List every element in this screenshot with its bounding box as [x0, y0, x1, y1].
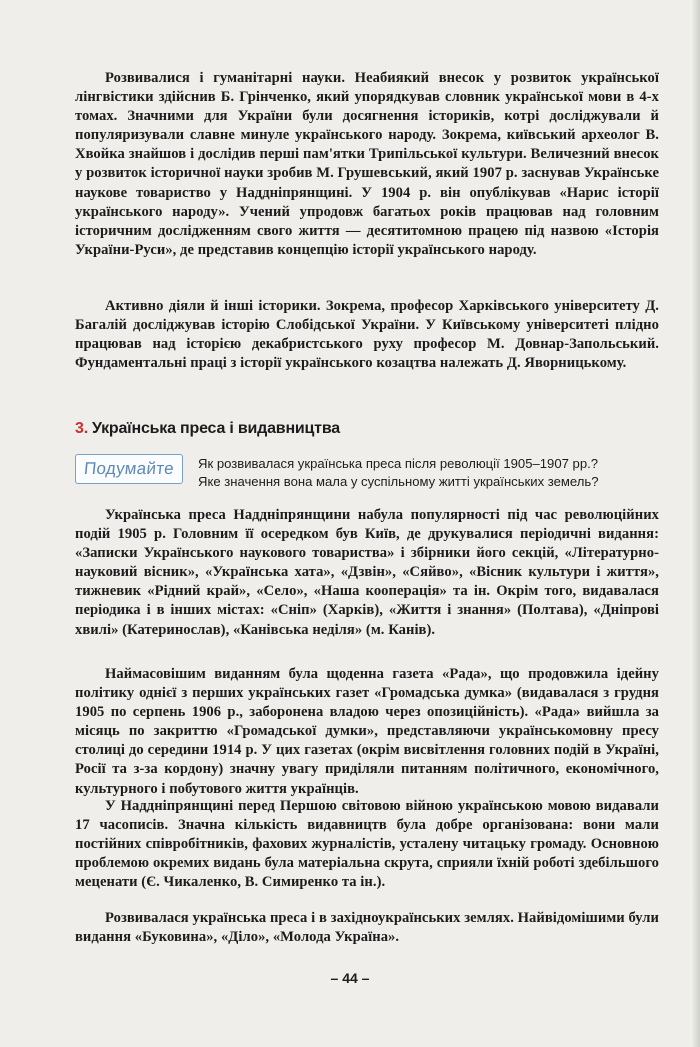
- think-label: Подумайте: [83, 459, 176, 478]
- section-title: Українська преса і видавництва: [91, 420, 340, 437]
- section-heading: [75, 420, 659, 438]
- paragraph-text: У Наддніпрянщині перед Першою світовою війною українською мовою видавали 17 часописів. Значна кількість видавництв була добре організована: вони мали постійних співробітників, фахових журналістів, усталену читацьку громаду. Основною проблемою окремих видань була матеріальна скрута, сприяли їхній роботі здебільшого меценати (Є. Чикаленко, В. Симиренко та ін.).: [75, 798, 659, 891]
- page-edge-shadow: [690, 0, 700, 1047]
- paragraph-text: Активно діяли й інші історики. Зокрема, професор Харківського університету Д. Багалій досліджував історію Слобідської України. У Київському університеті плідно працював над історією декабристського руху професор М. Довнар-Запольський. Фундаментальні праці з історії українського козацтва належать Д. Яворницькому.: [75, 298, 659, 372]
- paragraph-rada: [75, 665, 659, 799]
- paragraph-press: [75, 506, 659, 640]
- paragraph-journals: [75, 797, 659, 892]
- paragraph-western-press: [75, 909, 659, 947]
- paragraph-humanities: [75, 69, 659, 260]
- think-questions: [198, 455, 660, 491]
- page-number: – 44 –: [330, 970, 370, 986]
- paragraph-historians: [75, 297, 659, 373]
- think-label-box: [75, 454, 183, 484]
- section-number: 3.: [75, 420, 88, 437]
- paragraph-text: Розвивалися і гуманітарні науки. Неабиякий внесок у розвиток української лінгвістики здійснив Б. Грінченко, який упорядкував словник української мови в 4-х томах. Значними для України були досягнення істориків, котрі досліджували й популяризували славне минуле українського народу. Зокрема, київський археолог В. Хвойка знайшов і дослідив перші пам'ятки Трипільської культури. Величезний внесок у розвиток історичної науки зробив М. Грушевський, який 1907 р. заснував Українське наукове товариство у Наддніпрянщині. У 1904 р. він опублікував «Нарис історії українського народу». Учений упродовж багатьох років працював над головним історичним дослідженням свого життя — десятитомною працею під назвою «Історія України-Руси», де представив концепцію історії українського народу.: [75, 70, 659, 258]
- think-question-2: Яке значення вона мала у суспільному житті українських земель?: [198, 474, 599, 489]
- paragraph-text: Українська преса Наддніпрянщини набула популярності під час революційних подій 1905 р. Головним її осередком був Київ, де друкувалися періодичні видання: «Записки Українського наукового товариства» і збірники його секцій, «Літературно-науковий вісник», «Українська хата», «Дзвін», «Сяйво», «Вісник культури і життя», тижневик «Рідний край», «Село», «Наша кооперація» та ін. Окрім того, видавалася періодика і в інших містах: «Сніп» (Харків), «Життя і знання» (Полтава), «Дніпрові хвилі» (Катеринослав), «Канівська неділя» (м. Канів).: [75, 507, 659, 638]
- paragraph-text: Наймасовішим виданням була щоденна газета «Рада», що продовжила ідейну політику однієї з перших українських газет «Громадська думка» (видавалася з грудня 1905 по серпень 1906 р., заборонена владою через опозиційність). «Рада» вийшла за місяць по закриттю «Громадської думки», представляючи українськомовну пресу столиці до середини 1914 р. У цих газетах (окрім висвітлення головних подій в Україні, Росії та з-за кордону) значну увагу приділяли питанням політичного, економічного, культурного і побутового життя українців.: [75, 666, 659, 797]
- paragraph-text: Розвивалася українська преса і в західноукраїнських землях. Найвідомішими були видання «Буковина», «Діло», «Молода Україна».: [75, 910, 659, 946]
- think-question-1: Як розвивалася українська преса після революції 1905–1907 рр.?: [198, 456, 599, 471]
